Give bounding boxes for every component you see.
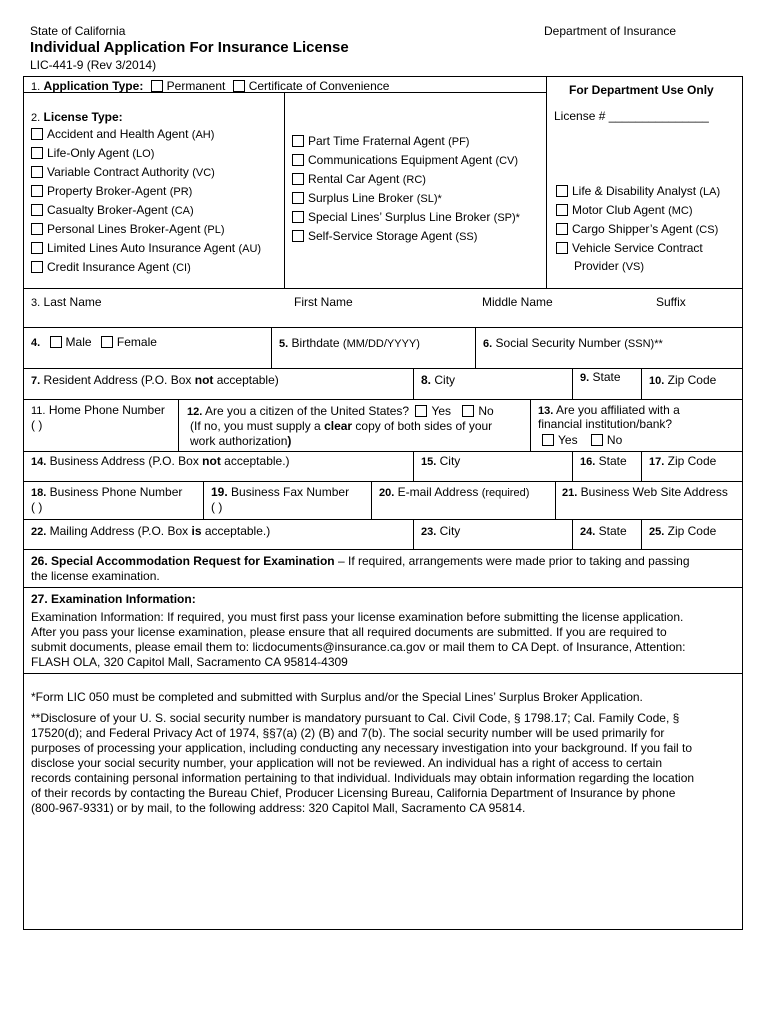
business-state-label[interactable]: 16. State [580,454,627,468]
license-option-name: Accident and Health Agent [47,127,192,141]
form-number: LIC-441-9 (Rev 3/2014) [30,58,157,72]
divider [23,399,743,400]
divider [641,368,642,399]
license-option [31,260,191,274]
business-address-label[interactable]: 14. Business Address (P.O. Box not acceptable.) [31,454,290,468]
resident-city-label[interactable]: 8. City [421,373,456,387]
divider [23,368,743,369]
last-name-label[interactable]: 3. Last Name [31,295,102,309]
divider [271,327,272,368]
license-option [31,146,154,160]
license-option [556,241,703,255]
home-phone-label[interactable]: 11. Home Phone Number [31,403,165,417]
citizen-note-1: (If no, you must supply a clear copy of both sides of your [190,419,493,433]
divider [23,481,743,482]
license-option [292,191,442,205]
ssn-disclosure-line: disclose your social security number, your application will not be reviewed. An individual has a right of access to certain [31,756,662,770]
license-checkbox[interactable] [556,242,568,254]
dept-use-title: For Department Use Only [569,83,714,97]
license-number-field[interactable]: License # _______________ [554,109,709,123]
citizen-question: 12. Are you a citizen of the United States? Yes No [187,404,494,418]
suffix-label[interactable]: Suffix [656,295,686,309]
license-option [556,203,693,217]
license-type-label: 2. License Type: [31,110,123,124]
license-checkbox[interactable] [556,223,568,235]
state-label: State of California [30,24,126,38]
license-option-name: Self-Service Storage Agent [308,229,456,243]
website-label[interactable]: 21. Business Web Site Address [562,485,728,499]
license-option-code: (AU) [238,243,262,255]
divider [23,451,743,452]
license-option [31,127,214,141]
divider [23,549,743,550]
ssn-disclosure-line: **Disclosure of your U. S. social security number is mandatory pursuant to Cal. Civil Code, § 1798.17; Cal. Family Code, § [31,711,680,725]
affiliated-yes-checkbox[interactable] [542,434,554,446]
license-option-code: (VC) [192,167,215,179]
license-option-code: (SS) [455,231,478,243]
license-option-name: Part Time Fraternal Agent [308,134,449,148]
license-option-code: (PF) [448,136,470,148]
mailing-state-label[interactable]: 24. State [580,524,627,538]
affiliation-question-1: 13. Are you affiliated with a [538,403,680,417]
gender-field: 4. Male Female [31,335,157,349]
license-option [556,184,720,198]
ssn-disclosure-line: records containing personal information pertaining to that individual. Individuals may obtain information regarding the location [31,771,695,785]
divider [413,368,414,399]
divider [555,481,556,519]
resident-zip-label[interactable]: 10. Zip Code [649,373,717,387]
license-option-code: (RC) [402,174,426,186]
license-option [292,210,520,224]
license-checkbox[interactable] [292,192,304,204]
mailing-zip-label[interactable]: 25. Zip Code [649,524,717,538]
ssn-disclosure-line: of their records by contacting the Bureau Chief, Producer Licensing Bureau, California Department of Insurance by phone [31,786,676,800]
license-checkbox[interactable] [292,211,304,223]
ssn-disclosure-line: 17520(d); and Federal Privacy Act of 1974, §§7(a) (2) (B) and 7(b). The social security number will be used primarily for [31,726,665,740]
affiliation-question-2: financial institution/bank? [538,417,673,431]
first-name-label[interactable]: First Name [294,295,353,309]
license-checkbox[interactable] [292,230,304,242]
license-option-provider: Provider (VS) [574,259,645,273]
middle-name-label[interactable]: Middle Name [482,295,553,309]
ssn-label[interactable]: 6. Social Security Number (SSN)** [483,336,663,350]
exam-info-line: Examination Information: If required, you must first pass your license examination before submitting the license application. [31,610,684,624]
license-option-name: Personal Lines Broker-Agent [47,222,204,236]
department-label: Department of Insurance [544,24,677,38]
divider [371,481,372,519]
exam-info-line: submit documents, please email them to: licdocuments@insurance.ca.gov or mail them to CA Dept. of Insurance, Attention: [31,640,686,654]
divider [284,92,285,288]
divider [413,451,414,481]
license-option [292,153,518,167]
license-option [31,184,192,198]
license-option-code: (LO) [132,148,155,160]
license-option [31,241,261,255]
citizen-note-2: work authorization) [190,434,292,448]
license-option-code: (PL) [203,224,225,236]
divider [178,399,179,451]
license-option-code: (SL)* [416,193,442,205]
mailing-address-label[interactable]: 22. Mailing Address (P.O. Box is acceptable.) [31,524,271,538]
business-fax-parens[interactable]: ( ) [211,500,223,514]
permanent-checkbox[interactable] [151,80,163,92]
license-checkbox[interactable] [292,173,304,185]
divider [23,587,743,588]
license-checkbox[interactable] [31,166,43,178]
license-option [292,134,469,148]
license-option-name: Life & Disability Analyst [572,184,700,198]
license-checkbox[interactable] [31,242,43,254]
form-title: Individual Application For Insurance License [30,39,349,56]
license-option [31,203,194,217]
license-checkbox[interactable] [292,154,304,166]
license-option-code: (CV) [495,155,519,167]
license-option [31,222,225,236]
business-fax-label[interactable]: 19. Business Fax Number [211,485,350,499]
ssn-disclosure-line: (800-967-9331) or by mail, to the following address: 320 Capitol Mall, Sacramento CA 95814. [31,801,526,815]
divider [530,399,531,451]
license-option-name: Casualty Broker-Agent [47,203,172,217]
license-option-code: (MC) [668,205,693,217]
affiliation-options: Yes No [542,433,622,447]
affiliated-no-checkbox[interactable] [591,434,603,446]
divider [641,519,642,549]
license-option-name: Limited Lines Auto Insurance Agent [47,241,239,255]
license-option-code: (AH) [191,129,215,141]
license-checkbox[interactable] [292,135,304,147]
citizen-yes-checkbox[interactable] [415,405,427,417]
license-checkbox[interactable] [556,204,568,216]
license-option-code: (CA) [171,205,194,217]
male-checkbox[interactable] [50,336,62,348]
citizen-no-checkbox[interactable] [462,405,474,417]
license-option-name: Credit Insurance Agent [47,260,173,274]
footnote-form-lic050: *Form LIC 050 must be completed and submitted with Surplus and/or the Special Lines’ Surplus Broker Application. [31,690,643,704]
email-label[interactable]: 20. E-mail Address (required) [379,485,530,499]
license-option-code: (CS) [695,224,719,236]
divider [546,76,547,288]
exam-info-line: After you pass your license examination, please ensure that all required documents are submitted. If you are required to [31,625,667,639]
mailing-city-label[interactable]: 23. City [421,524,461,538]
license-option-name: Surplus Line Broker [308,191,417,205]
license-checkbox[interactable] [31,147,43,159]
license-option-name: Vehicle Service Contract [572,241,703,255]
divider [475,327,476,368]
female-checkbox[interactable] [101,336,113,348]
divider [572,519,573,549]
license-option [31,165,215,179]
license-checkbox[interactable] [31,128,43,140]
license-option-name: Special Lines’ Surplus Line Broker [308,210,494,224]
resident-address-label[interactable]: 7. Resident Address (P.O. Box not acceptable) [31,373,279,387]
special-accommodation: 26. Special Accommodation Request for Examination – If required, arrangements were made prior to taking and passing [31,554,690,568]
divider [641,451,642,481]
divider [572,451,573,481]
license-checkbox[interactable] [556,185,568,197]
divider [23,519,743,520]
license-option-name: Motor Club Agent [572,203,669,217]
license-option [292,229,477,243]
divider [23,288,743,289]
divider [413,519,414,549]
license-option-name: Life-Only Agent [47,146,133,160]
application-type: 1. Application Type: Permanent Certificate of Convenience [31,79,390,93]
divider [23,327,743,328]
license-option-name: Property Broker-Agent [47,184,170,198]
business-phone-parens[interactable]: ( ) [31,500,43,514]
license-option-code: (PR) [169,186,193,198]
certificate-checkbox[interactable] [233,80,245,92]
business-zip-label[interactable]: 17. Zip Code [649,454,717,468]
divider [23,673,743,674]
license-checkbox[interactable] [31,223,43,235]
license-option-code: (SP)* [493,212,520,224]
resident-state-label[interactable]: 9. State [580,370,621,384]
divider [572,368,573,399]
license-option-name: Rental Car Agent [308,172,403,186]
home-phone-parens[interactable]: ( ) [31,418,43,432]
birthdate-label[interactable]: 5. Birthdate (MM/DD/YYYY) [279,336,420,350]
business-phone-label[interactable]: 18. Business Phone Number [31,485,183,499]
license-checkbox[interactable] [31,204,43,216]
business-city-label[interactable]: 15. City [421,454,461,468]
exam-info-title: 27. Examination Information: [31,592,196,606]
license-checkbox[interactable] [31,185,43,197]
special-accommodation-2: the license examination. [31,569,160,583]
license-option [292,172,426,186]
license-option [556,222,718,236]
license-option-code: (LA) [699,186,721,198]
ssn-disclosure-line: purposes of processing your application, including conducting any necessary investigation into your background. If you fail to [31,741,693,755]
license-option-name: Cargo Shipper’s Agent [572,222,696,236]
divider [203,481,204,519]
license-option-name: Variable Contract Authority [47,165,193,179]
license-option-code: (CI) [172,262,191,274]
license-checkbox[interactable] [31,261,43,273]
license-option-name: Communications Equipment Agent [308,153,496,167]
exam-info-line: FLASH OLA, 320 Capitol Mall, Sacramento CA 95814-4309 [31,655,348,669]
